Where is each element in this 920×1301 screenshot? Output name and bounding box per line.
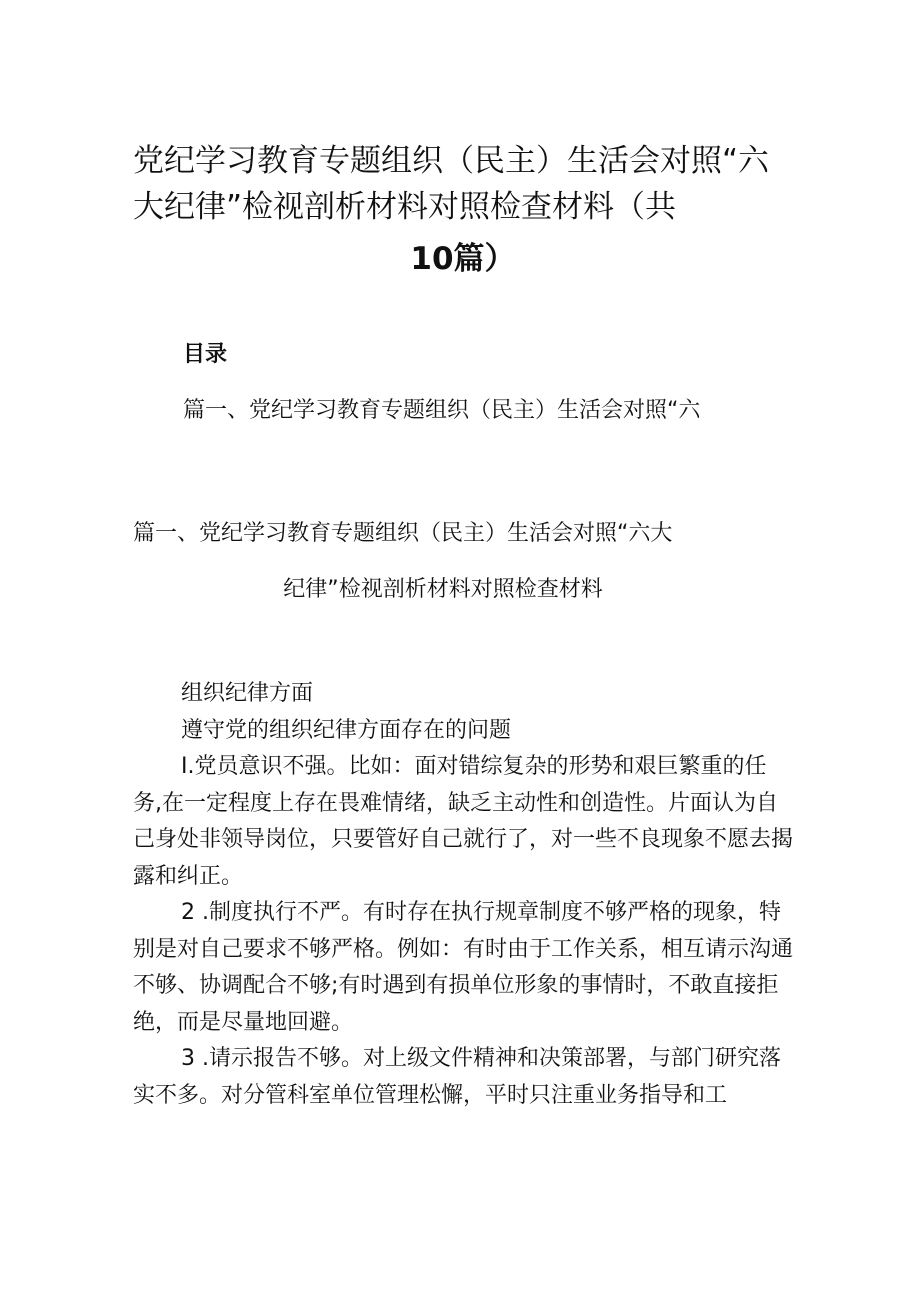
section-title-line: 篇一、党纪学习教育专题组织（民主）生活会对照“六大: [133, 521, 673, 546]
subsection-heading: 组织纪律方面: [181, 681, 314, 706]
body-text: [133, 676, 793, 1114]
paragraph: 3 .请示报告不够。对上级文件精神和决策部署，与部门研究落实不多。对分管科室单位管理松懈，平时只注重业务指导和工: [133, 1046, 781, 1108]
paragraph: 2 .制度执行不严。有时存在执行规章制度不够严格的现象，特别是对自己要求不够严格。例如：有时由于工作关系，相互请示沟通不够、协调配合不够;有时遇到有损单位形象的事情时，不敢直接拒绝，而是尽量地回避。: [133, 900, 794, 1035]
subsection-subheading: 遵守党的组织纪律方面存在的问题: [181, 717, 512, 743]
title-line: 10篇）: [410, 241, 516, 277]
document-title: [133, 138, 793, 282]
section-title: [133, 518, 793, 606]
toc-heading: 目录: [183, 342, 228, 367]
section-title-line: 纪律”检视剖析材料对照检查材料: [283, 577, 603, 602]
toc-item[interactable]: 篇一、党纪学习教育专题组织（民主）生活会对照“六: [183, 398, 701, 423]
title-line: 大纪律”检视剖析材料对照检查材料（共: [133, 189, 677, 225]
title-line: 党纪学习教育专题组织（民主）生活会对照“六: [133, 143, 770, 179]
paragraph: I.党员意识不强。比如：面对错综复杂的形势和艰巨繁重的任务,在一定程度上存在畏难情绪，缺乏主动性和创造性。片面认为自己身处非领导岗位，只要管好自己就行了，对一些不良现象不愿去揭露和纠正。: [133, 754, 794, 889]
